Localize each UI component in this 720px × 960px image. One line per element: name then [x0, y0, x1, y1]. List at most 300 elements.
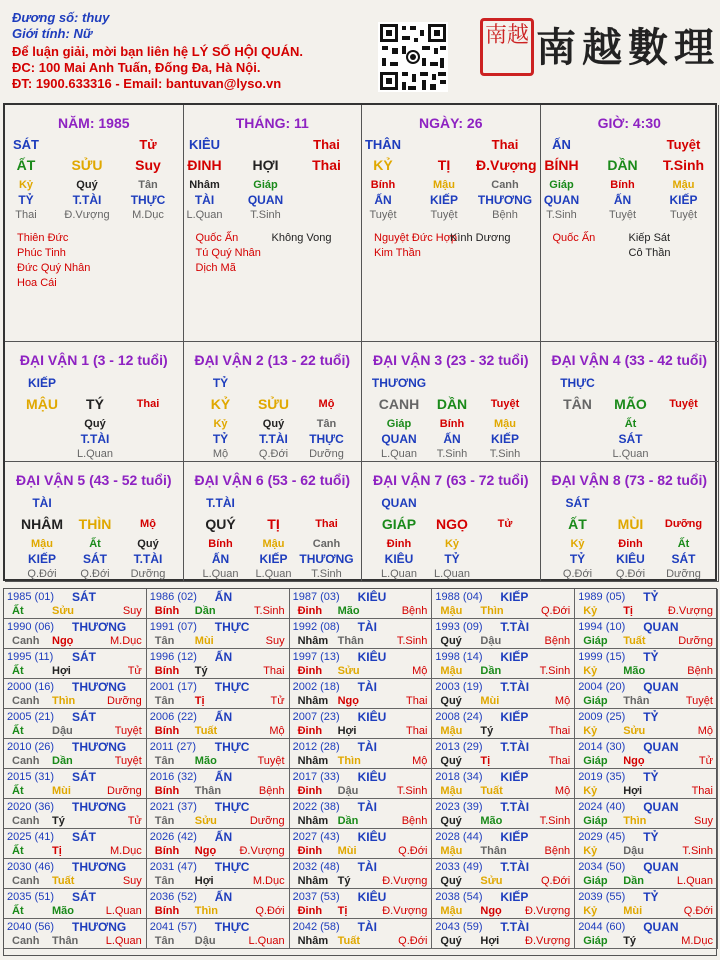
- annual-year: 1991 (07): [149, 621, 197, 633]
- annual-chi: Tuất: [623, 635, 646, 647]
- annual-chi: Ngọ: [194, 845, 217, 857]
- daivan-can: NHÂM: [21, 516, 63, 532]
- annual-chi: Sửu: [480, 875, 503, 887]
- annual-can: Mậu: [440, 665, 463, 677]
- annual-truongsinh: T.Sinh: [254, 605, 285, 617]
- annual-truongsinh: Mộ: [269, 725, 285, 737]
- pillar-r4-text: TÀI: [194, 193, 215, 207]
- annual-year: 1995 (11): [7, 651, 54, 663]
- contact-address: ĐC: 100 Mai Anh Tuấn, Đống Đa, Hà Nội.: [12, 60, 261, 75]
- annual-year: 1990 (06): [7, 621, 55, 633]
- annual-year: 2039 (55): [578, 891, 626, 903]
- annual-year: 1999 (15): [578, 651, 626, 663]
- annual-thapthan: TÀI: [357, 800, 377, 814]
- daivan-h-text: Mậu: [494, 418, 516, 430]
- daivan-s-text: Q.Đới: [615, 568, 646, 580]
- annual-chi: Tý: [337, 875, 351, 887]
- annual-thapthan: T.TÀI: [500, 740, 530, 754]
- annual-can: Giáp: [583, 935, 608, 947]
- annual-thapthan: TÀI: [357, 680, 377, 694]
- daivan-title: ĐẠI VẬN 5 (43 - 52 tuổi): [15, 472, 172, 488]
- annual-cell: [575, 589, 718, 619]
- annual-year: 2040 (56): [7, 921, 55, 933]
- annual-can: Đinh: [297, 665, 323, 677]
- annual-chi: Thân: [194, 785, 222, 797]
- annual-thapthan: QUAN: [643, 680, 679, 694]
- annual-truongsinh: Bệnh: [401, 815, 428, 827]
- pillar-note-secondary: Kình Dương: [450, 232, 511, 244]
- annual-truongsinh: Suy: [122, 605, 142, 617]
- annual-can: Kỷ: [583, 665, 598, 677]
- annual-thapthan: TỶ: [643, 590, 659, 604]
- pillar-r3-text: Giáp: [549, 179, 574, 191]
- pillar-note: Dịch Mã: [195, 262, 236, 274]
- daivan-t-text: TỶ: [569, 552, 586, 566]
- daivan-s-text: L.Quan: [612, 448, 649, 460]
- pillar-r2-text: KỶ: [373, 157, 393, 173]
- annual-chi: Hợi: [480, 935, 500, 947]
- annual-cell: [147, 619, 290, 649]
- annual-can: Kỷ: [583, 725, 598, 737]
- annual-truongsinh: T.Sinh: [396, 785, 428, 797]
- annual-truongsinh: M.Dục: [681, 935, 713, 947]
- annual-cell: [147, 739, 290, 769]
- daivan-s-text: L.Quan: [202, 568, 239, 580]
- annual-cell: [432, 919, 575, 949]
- pillar-r5-text: T.Sinh: [546, 209, 577, 221]
- annual-thapthan: KIẾP: [500, 590, 529, 604]
- annual-cell: [290, 649, 433, 679]
- daivan-title: ĐẠI VẬN 1 (3 - 12 tuổi): [19, 352, 168, 368]
- annual-cell: [432, 589, 575, 619]
- annual-cell: [147, 889, 290, 919]
- annual-can: Giáp: [583, 635, 608, 647]
- daivan-t-text: SÁT: [83, 552, 107, 566]
- contact-invite: Để luận giải, mời bạn liên hệ LÝ SỐ HỘI QUÁN.: [12, 44, 303, 59]
- pillar-note: Tú Quý Nhân: [195, 247, 261, 259]
- annual-cell: [290, 829, 433, 859]
- annual-truongsinh: T.Sinh: [539, 665, 571, 677]
- annual-chi: Mùi: [480, 695, 500, 707]
- annual-cell: [290, 739, 433, 769]
- annual-year: 1985 (01): [7, 591, 55, 603]
- pillar-r4-text: THƯƠNG: [477, 193, 533, 207]
- annual-thapthan: TỶ: [643, 770, 659, 784]
- annual-year: 2024 (40): [578, 801, 626, 813]
- annual-truongsinh: Tử: [127, 815, 142, 827]
- annual-year: 2023 (39): [435, 801, 483, 813]
- annual-truongsinh: Thai: [263, 665, 285, 677]
- pillar-r5-text: T.Sinh: [250, 209, 281, 221]
- annual-chi: Ngọ: [337, 695, 359, 707]
- daivan-truongsinh: Tuyệt: [490, 398, 520, 410]
- pillar-r2-text: HỢI: [252, 157, 279, 173]
- pillar-r1-text: ẤN: [552, 137, 571, 152]
- pillar-r2-text: T.Sinh: [662, 157, 705, 173]
- annual-year: 2016 (32): [149, 771, 197, 783]
- annual-cell: [575, 769, 718, 799]
- annual-truongsinh: T.Sinh: [539, 815, 571, 827]
- daivan-h-text: Mậu: [31, 538, 53, 550]
- annual-cell: [147, 799, 290, 829]
- annual-truongsinh: Tuyệt: [114, 725, 142, 737]
- daivan-thapthan: QUAN: [381, 496, 417, 510]
- annual-can: Nhâm: [297, 815, 329, 827]
- annual-year: 2019 (35): [578, 771, 626, 783]
- daivan-s-text: L.Quan: [380, 568, 418, 580]
- daivan-h-text: Canh: [312, 538, 341, 550]
- chart-grid: [3, 103, 717, 581]
- annual-truongsinh: Suy: [122, 875, 142, 887]
- annual-thapthan: KIẾP: [500, 710, 529, 724]
- annual-chi: Mão: [480, 815, 503, 827]
- annual-cell: [147, 649, 290, 679]
- daivan-s-text: Dưỡng: [309, 448, 344, 460]
- annual-truongsinh: Mộ: [554, 785, 571, 797]
- annual-thapthan: THƯƠNG: [72, 920, 127, 934]
- annual-can: Canh: [12, 875, 40, 887]
- annual-truongsinh: Mộ: [697, 725, 713, 737]
- pillar-note: Kim Thần: [374, 247, 421, 259]
- annual-chi: Tuất: [52, 875, 75, 887]
- annual-cell: [575, 859, 718, 889]
- annual-can: Tân: [154, 755, 175, 767]
- daivan-s-text: L.Quan: [433, 568, 471, 580]
- annual-truongsinh: T.Sinh: [682, 845, 713, 857]
- red-seal-stamp: 南越: [480, 18, 534, 76]
- annual-cell: [575, 709, 718, 739]
- daivan-title: ĐẠI VẬN 2 (13 - 22 tuổi): [194, 352, 351, 368]
- daivan-chi: SỬU: [257, 396, 290, 412]
- daivan-h-text: Kỷ: [213, 418, 228, 430]
- daivan-h-text: Bính: [439, 418, 465, 430]
- annual-chi: Thìn: [623, 815, 647, 827]
- annual-chi: Sửu: [194, 815, 217, 827]
- pillar-cell: [184, 105, 363, 342]
- annual-truongsinh: L.Quan: [676, 875, 713, 887]
- pillar-r3-text: Bính: [610, 179, 635, 191]
- annual-can: Canh: [12, 935, 40, 947]
- annual-year: 2030 (46): [7, 861, 55, 873]
- annual-thapthan: SÁT: [72, 890, 96, 904]
- annual-year: 2011 (27): [149, 741, 197, 753]
- annual-can: Canh: [12, 815, 40, 827]
- pillar-r2-text: ẤT: [16, 157, 36, 173]
- pillar-r4-text: QUAN: [247, 193, 284, 207]
- daivan-chi: DẦN: [436, 396, 468, 412]
- annual-truongsinh: Bệnh: [401, 605, 428, 617]
- annual-cell: [432, 829, 575, 859]
- annual-cell: [290, 709, 433, 739]
- annual-chi: Mùi: [623, 905, 643, 917]
- annual-can: Mậu: [440, 725, 463, 737]
- annual-year: 2029 (45): [578, 831, 626, 843]
- annual-truongsinh: Đ.Vượng: [667, 605, 713, 617]
- annual-chi: Thân: [480, 845, 507, 857]
- pillar-r2-text: BÍNH: [544, 157, 579, 173]
- daivan-cell: [184, 342, 363, 462]
- pillar-r5-text: Thai: [15, 209, 37, 221]
- daivan-s-text: L.Quan: [380, 448, 418, 460]
- daivan-s-text: Dưỡng: [130, 568, 166, 580]
- annual-chi: Tý: [480, 725, 494, 737]
- annual-cell: [432, 769, 575, 799]
- annual-year: 2009 (25): [578, 711, 626, 723]
- pillar-r4-text: ẤN: [613, 193, 632, 207]
- annual-thapthan: QUAN: [643, 920, 679, 934]
- annual-can: Canh: [12, 695, 40, 707]
- daivan-t-text: THƯƠNG: [299, 552, 354, 566]
- annual-cell: [147, 589, 290, 619]
- annual-chi: Hợi: [194, 875, 214, 887]
- daivan-truongsinh: Thai: [136, 398, 160, 410]
- daivan-t-text: KIẾP: [490, 432, 519, 446]
- daivan-can: MẬU: [26, 396, 58, 412]
- annual-year: 2006 (22): [149, 711, 197, 723]
- contact-phone-email: ĐT: 1900.633316 - Email: bantuvan@lyso.vn: [12, 76, 282, 91]
- annual-can: Tân: [154, 695, 175, 707]
- daivan-cell: [362, 462, 541, 582]
- annual-chi: Sửu: [52, 605, 75, 617]
- annual-thapthan: KIÊU: [357, 890, 387, 904]
- annual-year: 2015 (31): [7, 771, 55, 783]
- pillar-r2-text: TỊ: [437, 157, 451, 173]
- daivan-h-text: Kỷ: [570, 538, 585, 550]
- annual-thapthan: ẤN: [214, 710, 233, 724]
- annual-thapthan: THỰC: [214, 860, 250, 874]
- annual-cell: [4, 859, 147, 889]
- pillar-r1-text: KIÊU: [188, 137, 221, 152]
- annual-can: Đinh: [297, 905, 323, 917]
- annual-chi: Dậu: [480, 635, 502, 647]
- annual-chi: Thân: [52, 935, 79, 947]
- annual-chi: Dậu: [623, 845, 644, 857]
- pillar-r4-text: ẤN: [374, 193, 392, 207]
- annual-year: 1998 (14): [435, 651, 483, 663]
- annual-thapthan: SÁT: [72, 770, 96, 784]
- annual-cell: [4, 889, 147, 919]
- pillar-note: Thiên Đức: [17, 232, 69, 244]
- daivan-chi: NGỌ: [436, 516, 468, 532]
- pillar-r5-text: L.Quan: [186, 209, 223, 221]
- annual-cell: [432, 799, 575, 829]
- annual-can: Tân: [154, 815, 175, 827]
- daivan-t-text: KIÊU: [384, 552, 414, 566]
- daivan-truongsinh: Mộ: [318, 398, 335, 410]
- daivan-h-text: Kỷ: [444, 538, 460, 550]
- annual-thapthan: THƯƠNG: [72, 620, 127, 634]
- daivan-truongsinh: Dưỡng: [664, 518, 703, 530]
- annual-cell: [4, 709, 147, 739]
- annual-year: 2018 (34): [435, 771, 483, 783]
- annual-can: Kỷ: [583, 845, 598, 857]
- annual-thapthan: KIÊU: [357, 590, 387, 604]
- annual-chi: Dần: [623, 875, 644, 887]
- annual-truongsinh: Tử: [698, 755, 713, 767]
- pillar-r1-text: Thai: [491, 137, 519, 152]
- pillar-r3-text: Mậu: [433, 179, 455, 191]
- daivan-h-text: Bính: [208, 538, 233, 550]
- daivan-h-text: Quý: [262, 418, 285, 430]
- annual-cell: [432, 649, 575, 679]
- annual-year: 2014 (30): [578, 741, 626, 753]
- annual-thapthan: TÀI: [357, 860, 377, 874]
- pillar-notes: [553, 231, 596, 246]
- annual-truongsinh: Đ.Vượng: [382, 875, 428, 887]
- annual-thapthan: T.TÀI: [500, 620, 530, 634]
- pillar-notes: [374, 231, 457, 261]
- daivan-h-text: Đinh: [618, 538, 643, 550]
- pillar-note: Nguyệt Đức Hợp: [374, 232, 458, 244]
- annual-thapthan: KIẾP: [500, 650, 529, 664]
- annual-cell: [147, 769, 290, 799]
- daivan-can: ẤT: [568, 516, 587, 532]
- annual-cell: [4, 769, 147, 799]
- annual-truongsinh: Thai: [548, 725, 571, 737]
- daivan-s-text: T.Sinh: [489, 448, 521, 460]
- annual-can: Nhâm: [297, 695, 329, 707]
- daivan-chi: TÝ: [86, 396, 104, 412]
- annual-can: Canh: [12, 755, 40, 767]
- annual-thapthan: ẤN: [214, 890, 233, 904]
- annual-cell: [290, 769, 433, 799]
- annual-truongsinh: Tử: [127, 665, 142, 677]
- annual-chi: Mùi: [337, 845, 357, 857]
- annual-chi: Mùi: [194, 635, 214, 647]
- annual-year: 2021 (37): [149, 801, 197, 813]
- annual-thapthan: QUAN: [643, 800, 679, 814]
- annual-cell: [4, 619, 147, 649]
- annual-truongsinh: M.Dục: [110, 635, 142, 647]
- annual-cell: [575, 619, 718, 649]
- annual-cell: [4, 919, 147, 949]
- pillar-r1-text: Thai: [313, 137, 340, 152]
- annual-can: Quý: [440, 755, 462, 767]
- annual-thapthan: KIẾP: [500, 890, 529, 904]
- annual-thapthan: THỰC: [214, 680, 250, 694]
- annual-thapthan: THƯƠNG: [72, 740, 127, 754]
- annual-cell: [290, 619, 433, 649]
- annual-truongsinh: Đ.Vượng: [239, 845, 285, 857]
- pillar-note-secondary: Kiếp Sát: [628, 232, 671, 244]
- daivan-cell: [541, 342, 720, 462]
- annual-can: Quý: [440, 875, 462, 887]
- annual-year: 1993 (09): [435, 621, 483, 633]
- daivan-t-text: T.TÀI: [259, 432, 288, 446]
- annual-thapthan: KIÊU: [357, 830, 387, 844]
- daivan-s-text: L.Quan: [255, 568, 292, 580]
- annual-chi: Dần: [194, 605, 216, 617]
- daivan-s-text: Mộ: [212, 448, 229, 460]
- annual-truongsinh: M.Dục: [252, 875, 285, 887]
- annual-year: 2007 (23): [292, 711, 340, 723]
- annual-year: 2013 (29): [435, 741, 483, 753]
- daivan-h-text: Ất: [624, 418, 637, 430]
- annual-thapthan: KIÊU: [357, 710, 387, 724]
- annual-year: 1996 (12): [149, 651, 197, 663]
- annual-cell: [147, 919, 290, 949]
- daivan-can: CANH: [378, 396, 420, 412]
- annual-cell: [575, 649, 718, 679]
- annual-thapthan: THỰC: [214, 800, 250, 814]
- annual-chi: Tý: [52, 815, 65, 827]
- annual-cell: [147, 709, 290, 739]
- annual-can: Đinh: [297, 785, 323, 797]
- annual-thapthan: TÀI: [357, 620, 377, 634]
- annual-thapthan: QUAN: [643, 740, 679, 754]
- annual-cell: [147, 679, 290, 709]
- daivan-s-text: Q.Đới: [80, 568, 110, 580]
- daivan-t-text: TỶ: [212, 432, 229, 446]
- pillar-r3-text: Nhâm: [189, 179, 220, 191]
- annual-truongsinh: Q.Đới: [255, 905, 285, 917]
- annual-can: Mậu: [440, 905, 463, 917]
- annual-year: 2001 (17): [149, 681, 197, 693]
- daivan-thapthan: T.TÀI: [206, 496, 235, 510]
- annual-can: Đinh: [297, 845, 323, 857]
- daivan-t-text: ẤN: [211, 552, 230, 566]
- annual-thapthan: TỶ: [643, 830, 659, 844]
- annual-truongsinh: M.Dục: [110, 845, 142, 857]
- annual-chi: Tị: [480, 755, 491, 767]
- annual-year: 2010 (26): [7, 741, 55, 753]
- annual-can: Quý: [440, 635, 462, 647]
- annual-thapthan: ẤN: [214, 830, 233, 844]
- annual-cell: [290, 679, 433, 709]
- pillar-note: Phúc Tinh: [17, 247, 66, 259]
- annual-truongsinh: Bệnh: [544, 635, 571, 647]
- annual-thapthan: KIÊU: [357, 770, 387, 784]
- annual-thapthan: KIẾP: [500, 830, 529, 844]
- annual-year: 2042 (58): [292, 921, 340, 933]
- daivan-can: QUÝ: [205, 516, 236, 532]
- header: [0, 0, 720, 100]
- daivan-t-text: QUAN: [381, 432, 417, 446]
- annual-chi: Tị: [194, 695, 205, 707]
- annual-can: Giáp: [583, 875, 608, 887]
- pillar-r2-text: Thai: [312, 157, 341, 173]
- annual-truongsinh: T.Sinh: [396, 635, 428, 647]
- annual-thapthan: THƯƠNG: [72, 800, 127, 814]
- annual-thapthan: SÁT: [72, 830, 96, 844]
- pillar-note: Đức Quý Nhân: [17, 262, 91, 274]
- annual-chi: Thân: [623, 695, 650, 707]
- pillar-r1-text: Tuyệt: [666, 137, 701, 152]
- annual-can: Canh: [12, 635, 40, 647]
- pillar-r1-text: SÁT: [13, 137, 39, 152]
- daivan-can: TÂN: [563, 396, 592, 412]
- annual-chi: Mão: [337, 605, 360, 617]
- pillar-notes-secondary: [629, 231, 671, 261]
- annual-truongsinh: Q.Đới: [398, 935, 428, 947]
- pillar-note-secondary: Cô Thần: [628, 247, 671, 259]
- annual-truongsinh: Q.Đới: [683, 905, 713, 917]
- annual-truongsinh: Tuyệt: [114, 755, 142, 767]
- annual-truongsinh: Dưỡng: [678, 635, 713, 647]
- annual-truongsinh: Mộ: [554, 695, 571, 707]
- annual-truongsinh: Suy: [265, 635, 285, 647]
- annual-can: Ất: [12, 665, 24, 677]
- annual-cell: [575, 799, 718, 829]
- annual-thapthan: TỶ: [643, 650, 659, 664]
- annual-cell: [4, 589, 147, 619]
- daivan-cell: [184, 462, 363, 582]
- pillar-notes: [196, 231, 261, 276]
- daivan-thapthan: SÁT: [565, 496, 590, 510]
- annual-year: 2041 (57): [149, 921, 197, 933]
- daivan-s-text: T.Sinh: [436, 448, 468, 460]
- pillar-r4-text: QUAN: [543, 193, 580, 207]
